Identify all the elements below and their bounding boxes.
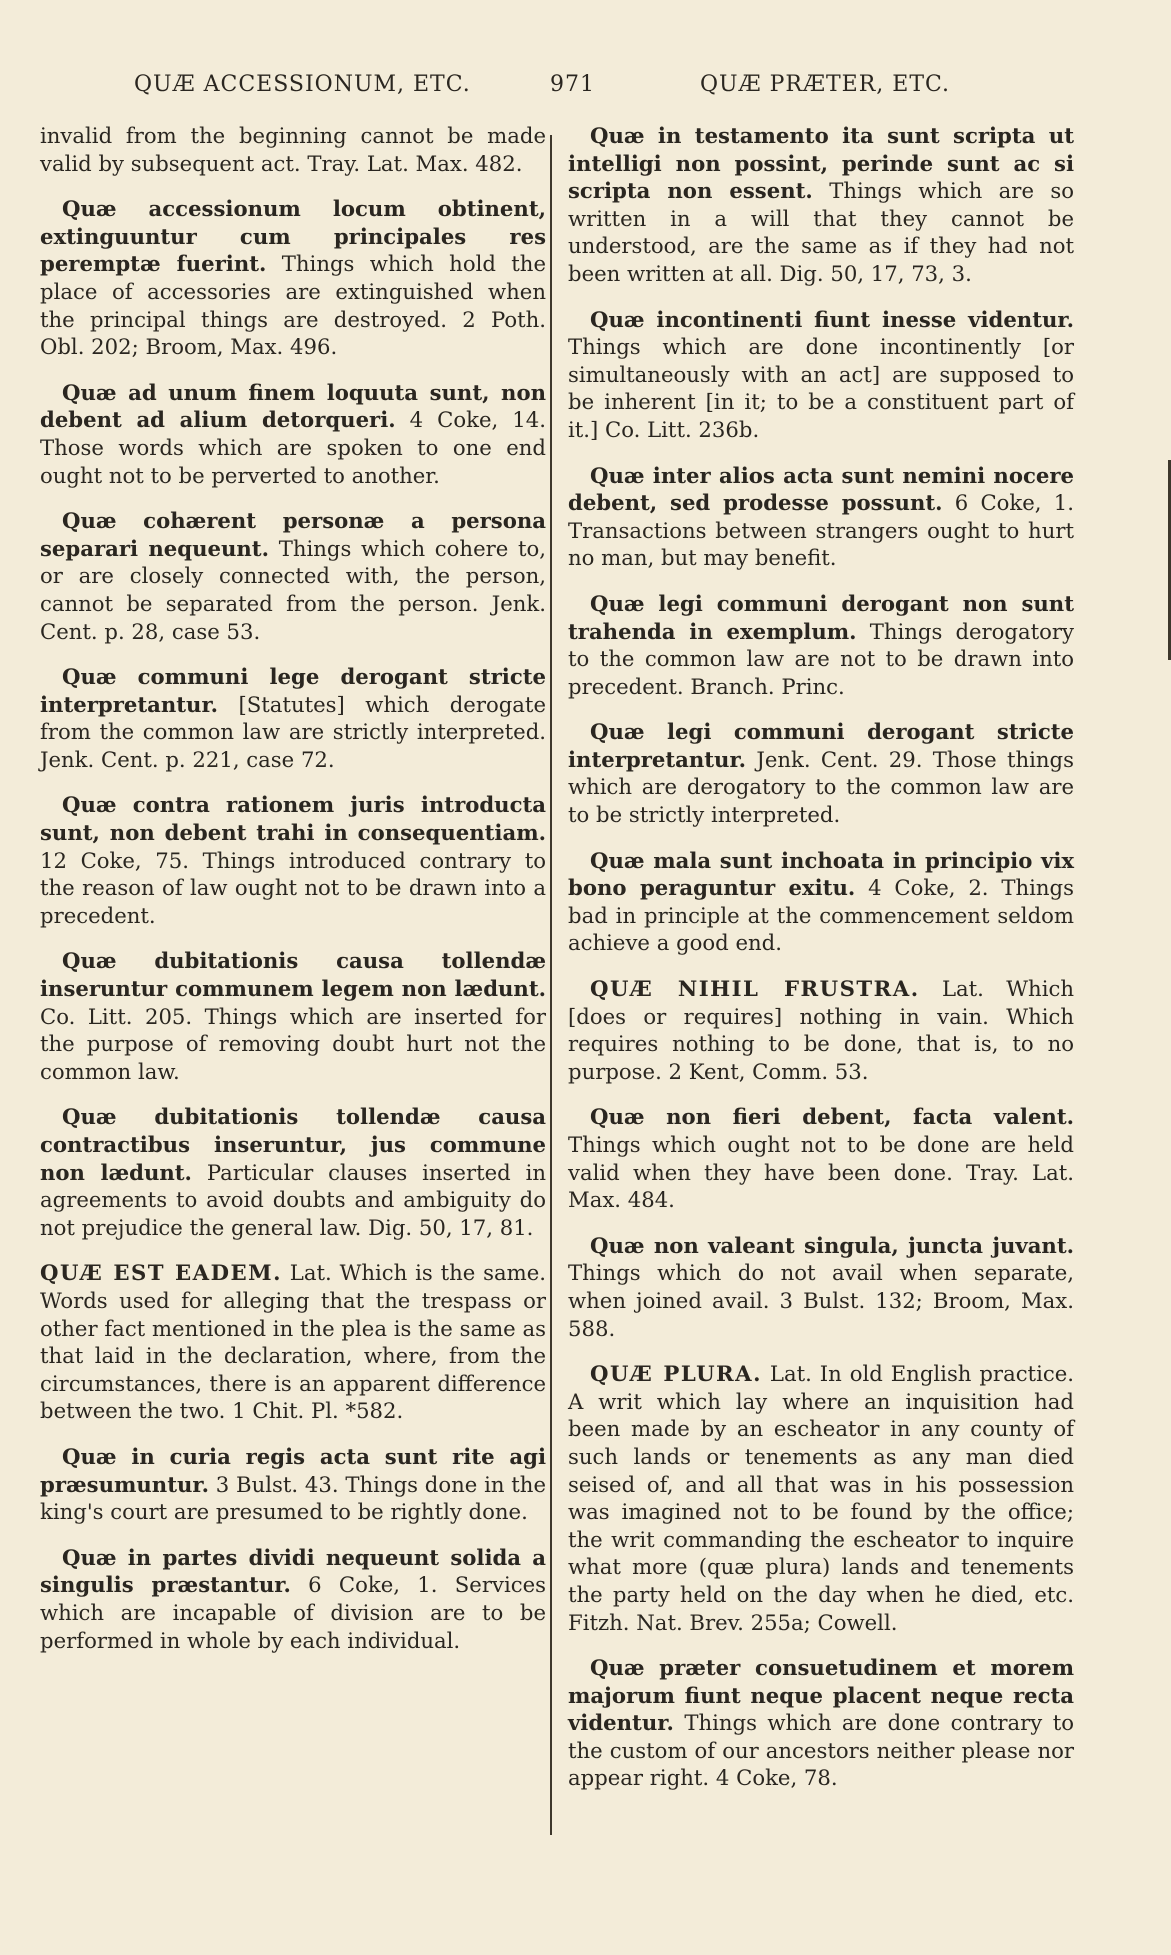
- maxim-latin: Quæ inter alios acta sunt nemini nocere debent, sed prodesse possunt.: [568, 462, 1074, 516]
- running-head-right: QUÆ PRÆTER, ETC.: [700, 72, 951, 97]
- entry-text: 6 Coke, 1. Transactions between strangers ought to hurt no man, but may benefit.: [568, 490, 1074, 571]
- maxim-latin: Quæ communi lege derogant stricte interpretantur.: [40, 664, 546, 717]
- entry-text: 12 Coke, 75. Things introduced contrary to the reason of law ought not to be drawn into a precedent.: [40, 847, 546, 928]
- entry: [568, 1360, 1074, 1636]
- entry-text: Particular clauses inserted in agreements to avoid doubts and ambiguity do not prejudice the general law. Dig. 50, 17, 81.: [40, 1159, 546, 1240]
- entry: [568, 122, 1074, 288]
- headword: QUÆ EST EADEM.: [40, 1260, 282, 1286]
- maxim-latin: Quæ incontinenti fiunt inesse videntur.: [590, 306, 1074, 332]
- entry-text: Things which are done incontinently [or simultaneously with an act] are supposed to be inherent [in it; to be a constituent part of it.] Co. Litt. 236b.: [568, 334, 1074, 442]
- maxim-latin: Quæ mala sunt inchoata in principio vix bono peraguntur exitu.: [568, 847, 1074, 901]
- entry-text: Things which ought not to be done are held valid when they have been done. Tray. Lat. Max. 484.: [568, 1132, 1074, 1213]
- entry: [40, 195, 546, 361]
- maxim-latin: Quæ præter consuetudinem et morem majorum fiunt neque placent neque recta videntur.: [568, 1655, 1074, 1736]
- entry-text: 4 Coke, 2. Things bad in principle at the commencement seldom achieve a good end.: [568, 875, 1074, 956]
- right-column: [568, 122, 1074, 1810]
- page-header: [0, 72, 1171, 108]
- entry-text: Co. Litt. 205. Things which are inserted for the purpose of removing doubt hurt not the common law.: [40, 1003, 546, 1084]
- entry-text: 3 Bulst. 43. Things done in the king's court are presumed to be rightly done.: [40, 1471, 546, 1525]
- maxim-latin: Quæ accessionum locum obtinent, extinguuntur cum principales res peremptæ fuerint.: [40, 196, 546, 277]
- entry: [40, 507, 546, 645]
- entry: [40, 1443, 546, 1526]
- entry-text: Things derogatory to the common law are not to be drawn into precedent. Branch. Princ.: [568, 618, 1074, 699]
- maxim-latin: Quæ in testamento ita sunt scripta ut intelligi non possint, perinde sunt ac si scripta non essent.: [568, 123, 1074, 204]
- left-column: [40, 122, 546, 1672]
- entry-text: Things which cohere to, or are closely connected with, the person, cannot be separated from the person. Jenk. Cent. p. 28, case 53.: [40, 535, 546, 644]
- entry: [568, 306, 1074, 444]
- entry: [568, 975, 1074, 1085]
- entry-text: Lat. Which is the same. Words used for alleging that the trespass or other fact mentioned in the plea is the same as that laid in the declaration, where, from the circumstances, there is an apparent difference between the two. 1 Chit. Pl. *582.: [40, 1260, 546, 1424]
- maxim-latin: Quæ dubitationis causa tollendæ inseruntur communem legem non lædunt.: [40, 948, 546, 1002]
- headword: QUÆ NIHIL FRUSTRA.: [590, 976, 920, 1002]
- maxim-latin: Quæ non valeant singula, juncta juvant.: [590, 1232, 1074, 1258]
- entry: [568, 1654, 1074, 1792]
- entry-text: Things which are done contrary to the custom of our ancestors neither please nor appear right. 4 Coke, 78.: [568, 1710, 1074, 1791]
- entry-text: 6 Coke, 1. Services which are incapable of division are to be performed in whole by each individual.: [40, 1572, 546, 1653]
- maxim-latin: Quæ non fieri debent, facta valent.: [590, 1104, 1074, 1130]
- entry: [568, 462, 1074, 572]
- entry: [40, 1103, 546, 1241]
- running-head-left: QUÆ ACCESSIONUM, ETC.: [134, 72, 471, 97]
- entry: [568, 1103, 1074, 1213]
- entry: [40, 1259, 546, 1425]
- maxim-latin: Quæ legi communi derogant non sunt trahenda in exemplum.: [568, 590, 1074, 644]
- entry-text: 4 Coke, 14. Those words which are spoken to one end ought not to be perverted to another.: [40, 407, 546, 488]
- entry: [40, 379, 546, 489]
- entry-text: Lat. Which [does or requires] nothing in vain. Which requires nothing to be done, that is, to no purpose. 2 Kent, Comm. 53.: [568, 976, 1074, 1084]
- entry-text: Things which are so written in a will that they cannot be understood, are the same as if they had not been written at all. Dig. 50, 17, 73, 3.: [568, 178, 1075, 286]
- maxim-latin: Quæ in partes dividi nequeunt solida a singulis præstantur.: [40, 1544, 546, 1598]
- maxim-latin: Quæ contra rationem juris introducta sunt, non debent trahi in consequentiam.: [40, 792, 546, 846]
- entry: [568, 847, 1074, 957]
- entry-text: [Statutes] which derogate from the common law are strictly interpreted. Jenk. Cent. p. 221, case 72.: [40, 691, 546, 772]
- entry: [40, 791, 546, 929]
- entry: [568, 718, 1074, 828]
- entry: [568, 1232, 1074, 1342]
- page-number: 971: [550, 72, 595, 97]
- column-divider: [550, 135, 552, 1835]
- headword: QUÆ PLURA.: [590, 1361, 762, 1387]
- maxim-latin: Quæ legi communi derogant stricte interpretantur.: [568, 719, 1074, 772]
- entry-text: Jenk. Cent. 29. Those things which are derogatory to the common law are to be strictly interpreted.: [568, 746, 1074, 828]
- maxim-latin: Quæ in curia regis acta sunt rite agi præsumuntur.: [40, 1443, 546, 1497]
- entry: [40, 947, 546, 1085]
- entry: [568, 590, 1074, 700]
- maxim-latin: Quæ dubitationis tollendæ causa contractibus inseruntur, jus commune non lædunt.: [40, 1104, 546, 1185]
- entry-text: Lat. In old English practice. A writ which lay where an inquisition had been made by an escheator in any county of such lands or tenements as any man died seised of, and all that was in his possession was imagined not to be found by the office; the writ commanding the escheator to inquire what more (quæ plura) lands and tenements the party held on the day when he died, etc. Fitzh. Nat. Brev. 255a; Cowell.: [568, 1361, 1074, 1635]
- entry-text: invalid from the beginning cannot be made valid by subsequent act. Tray. Lat. Max. 482.: [40, 123, 546, 176]
- entry-text: Things which hold the place of accessories are extinguished when the principal things are destroyed. 2 Poth. Obl. 202; Broom, Max. 496.: [40, 251, 546, 360]
- maxim-latin: Quæ ad unum finem loquuta sunt, non debent ad alium detorqueri.: [40, 379, 546, 433]
- entry: [40, 1544, 546, 1654]
- entry: [40, 122, 546, 177]
- entry: [40, 663, 546, 773]
- maxim-latin: Quæ cohærent personæ a persona separari nequeunt.: [40, 508, 546, 561]
- entry-text: Things which do not avail when separate, when joined avail. 3 Bulst. 132; Broom, Max. 588.: [568, 1260, 1074, 1341]
